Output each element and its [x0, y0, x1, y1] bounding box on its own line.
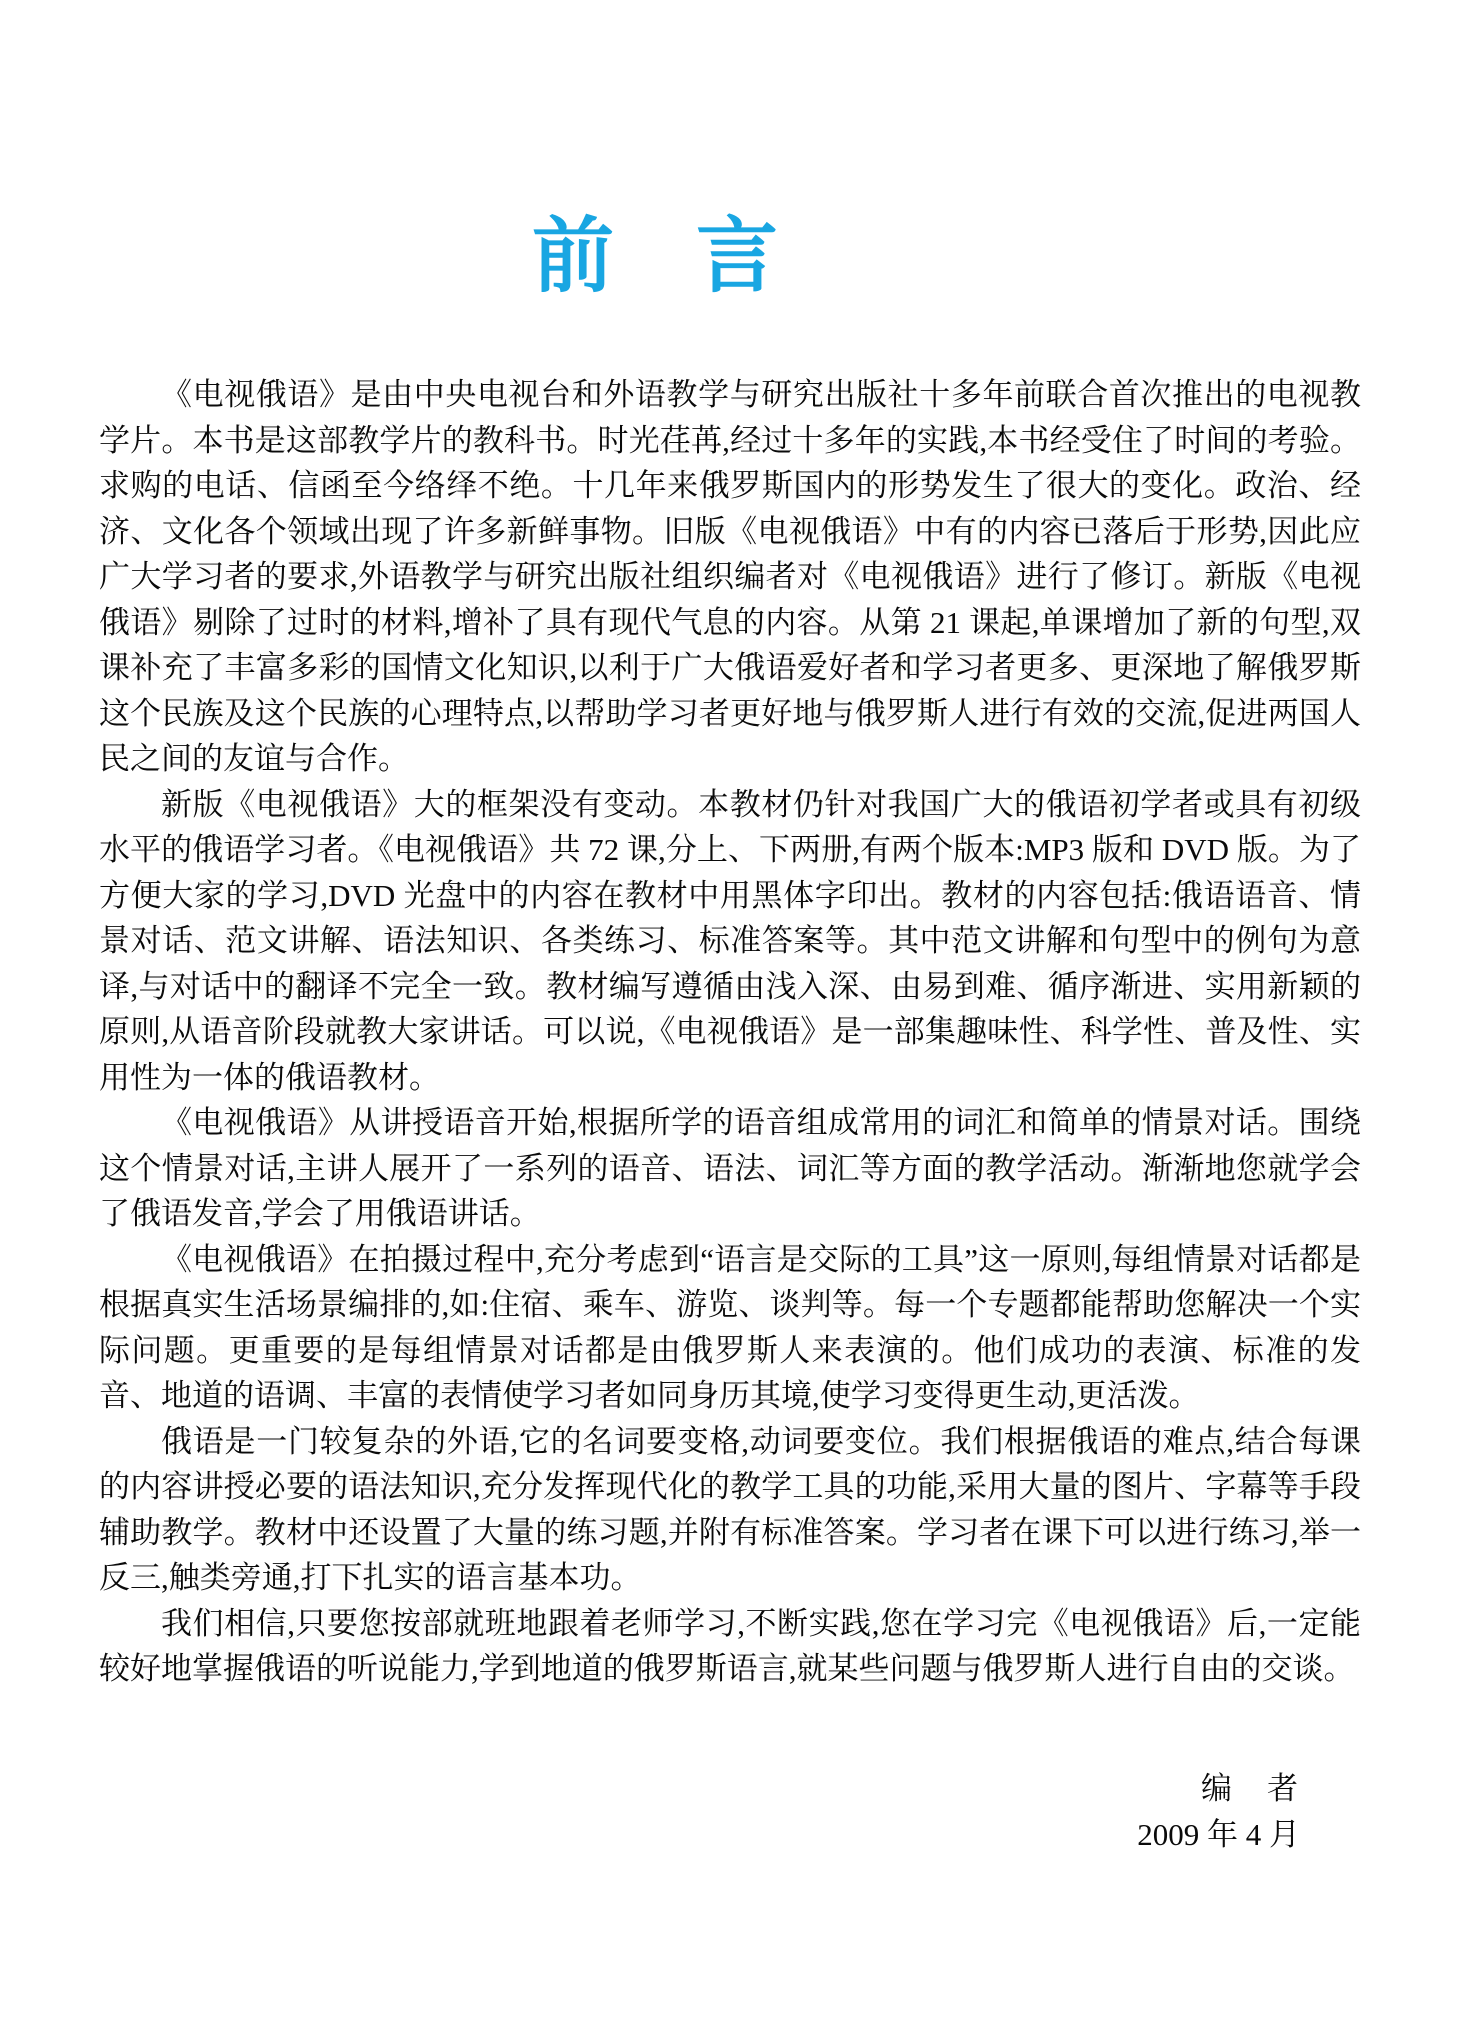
signature-author: 编 者	[1201, 1770, 1300, 1806]
paragraph: 《电视俄语》从讲授语音开始,根据所学的语音组成常用的词汇和简单的情景对话。围绕这个情景对话,主讲人展开了一系列的语音、语法、词汇等方面的教学活动。渐渐地您就学会了俄语发音,学会了用俄语讲话。	[99, 1105, 1361, 1232]
paragraph: 我们相信,只要您按部就班地跟着老师学习,不断实践,您在学习完《电视俄语》后,一定能较好地掌握俄语的听说能力,学到地道的俄罗斯语言,就某些问题与俄罗斯人进行自由的交谈。	[99, 1605, 1361, 1687]
paragraph: 新版《电视俄语》大的框架没有变动。本教材仍针对我国广大的俄语初学者或具有初级水平的俄语学习者。《电视俄语》共 72 课,分上、下两册,有两个版本:MP3 版和 DVD 版。为了方便大家的学习,DVD 光盘中的内容在教材中用黑体字印出。教材的内容包括:俄语语音、情景对话、范文讲解、语法知识、各类练习、标准答案等。其中范文讲解和句型中的例句为意译,与对话中的翻译不完全一致。教材编写遵循由浅入深、由易到难、循序渐进、实用新颖的原则,从语音阶段就教大家讲话。可以说,《电视俄语》是一部集趣味性、科学性、普及性、实用性为一体的俄语教材。	[99, 786, 1361, 1095]
preface-body	[99, 372, 1361, 1692]
paragraph: 《电视俄语》是由中央电视台和外语教学与研究出版社十多年前联合首次推出的电视教学片。本书是这部教学片的教科书。时光荏苒,经过十多年的实践,本书经受住了时间的考验。求购的电话、信函至今络绎不绝。十几年来俄罗斯国内的形势发生了很大的变化。政治、经济、文化各个领域出现了许多新鲜事物。旧版《电视俄语》中有的内容已落后于形势,因此应广大学习者的要求,外语教学与研究出版社组织编者对《电视俄语》进行了修订。新版《电视俄语》剔除了过时的材料,增补了具有现代气息的内容。从第 21 课起,单课增加了新的句型,双课补充了丰富多彩的国情文化知识,以利于广大俄语爱好者和学习者更多、更深地了解俄罗斯这个民族及这个民族的心理特点,以帮助学习者更好地与俄罗斯人进行有效的交流,促进两国人民之间的友谊与合作。	[99, 377, 1361, 777]
signature-block	[0, 1766, 1300, 1858]
paragraph: 《电视俄语》在拍摄过程中,充分考虑到“语言是交际的工具”这一原则,每组情景对话都是根据真实生活场景编排的,如:住宿、乘车、游览、谈判等。每一个专题都能帮助您解决一个实际问题。更重要的是每组情景对话都是由俄罗斯人来表演的。他们成功的表演、标准的发音、地道的语调、丰富的表情使学习者如同身历其境,使学习变得更生动,更活泼。	[99, 1241, 1361, 1414]
page-title: 前 言	[531, 209, 778, 304]
paragraph: 俄语是一门较复杂的外语,它的名词要变格,动词要变位。我们根据俄语的难点,结合每课的内容讲授必要的语法知识,充分发挥现代化的教学工具的功能,采用大量的图片、字幕等手段辅助教学。教材中还设置了大量的练习题,并附有标准答案。学习者在课下可以进行练习,举一反三,触类旁通,打下扎实的语言基本功。	[99, 1423, 1361, 1596]
signature-date: 2009 年 4 月	[1137, 1816, 1300, 1852]
